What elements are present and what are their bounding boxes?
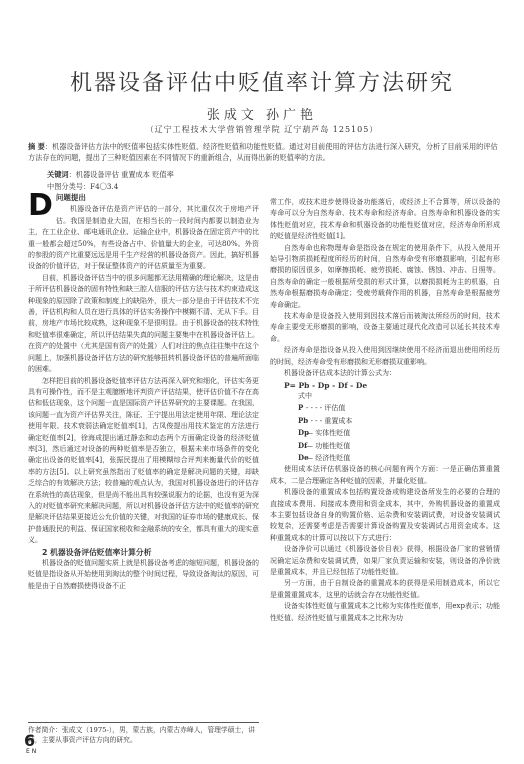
cost-formula: P= Pb - Dp - Df - De (284, 380, 368, 390)
formula-def-symbol: P (298, 403, 304, 413)
page-number: 6 (24, 731, 36, 750)
keywords-text: ：机器设备评估 重置成本 贬值率 (68, 170, 174, 179)
section1-title: 问题提出 (55, 193, 86, 202)
abstract-text: ：机器设备评估方法中的贬值率包括实体性贬值、经济性贬值和功能性贬值。通过对目前使用的评估方法进行深入研究，分析了目前采用的评估方法存在的问题，提出了三种贬值因素在不同情况下的重新组合，从而得出新的贬值率的方法。 (28, 142, 498, 162)
right-paragraph-4: 经济寿命是指设备从投入使用到因继续使用不经济而退出使用所经历的时间，经济寿命受有形磨损和无形磨损双重影响。 (270, 346, 500, 366)
formula-def-row (270, 452, 500, 464)
keywords-label: 关键词 (47, 170, 69, 179)
left-paragraph-2: 目前，机器设备评估当中的很多问题都无法用精确的理论解决，这是由于所评估机器设备的固有特性和缺三腔人信服的评估方法与技术约束造成这种现象的原因除了政策和制度上的缺陷外，很大一部分是由于评估技术不完善，评估机构和人员在进行具体的评估实务操作中模糊不清、无从下手。目前，房地产市场比较成熟，这种现象不是很明显。由于机器设备的技术特性和贬值率很难确定，所以评估结果失真的问题主要集中在机器设备评估上。在资产的处置中（尤其是国有资产的处置）人们对注的焦点往往集中在这个问题上，加强机器设备评估方法的研究能够扭转机器设备评估的普遍所面临的困难。 (28, 273, 259, 374)
section1-intro (28, 188, 259, 223)
right-paragraph-6: 使用成本法评估机器设备的核心问题有两个方面：一是正确估算重置成本，二是合理确定各种贬值的因素，并量化贬值。 (270, 465, 500, 485)
formula-def-symbol: Dp (298, 428, 309, 438)
journal-abbrev: EN (26, 748, 39, 755)
right-paragraph-5: 机器设备评估成本法的计算公式为： (284, 369, 396, 378)
formula-def-row (270, 402, 500, 414)
paper-affiliation: （辽宁工程技术大学营销管理学院 辽宁葫芦岛 125105） (145, 125, 379, 134)
formula-def-desc: — 功能性贬值 (306, 441, 351, 450)
abstract-label: 摘 要 (28, 142, 45, 151)
formula-def-row (270, 427, 500, 439)
right-paragraph-3: 技术寿命是设备投入使用到因技术落后而被淘汰所经历的时间，技术寿命主要受无形磨损的影响，设备主要通过现代化改造可以延长其技术寿命。 (270, 312, 500, 343)
right-paragraph-7: 机器设备的重置成本包括购置设备或购建设备所发生的必要的合理的直接成本费用、间接成本费用和资金成本，其中，外购机器设备的重置成本主要包括设备自身的购置价格、运杂费和安装调试费，对设备安装调试较复杂，还需要考虑是否需要计算设备购置及安装调试占用资金成本。这种重置成本的计算可以按以下方式进行： (270, 488, 500, 542)
formula-def-row (270, 440, 500, 452)
formula-def-desc: - - - - 评估值 (306, 404, 346, 413)
formula-definitions (270, 402, 500, 464)
footnote-rule (28, 722, 259, 723)
left-column (28, 188, 259, 592)
classification-number: 中图分类号：F4〇3.4 (47, 182, 119, 191)
formula-where (270, 391, 500, 402)
left-paragraph-1: 机器设备评估是资产评估的一部分，其比重仅次于房地产评估。我国是制造业大国，在相当长的一段时间内都要以制造业为主，在工业企业、邮电通讯企业、运输企业中，机器设备在固定资产中的比重一般都会超过50%，有些设备占中、价值量大的企业，可达80%。外资的参股的资产比重要远远是用千生产经营的机器设备资产。因此，搞好机器设备的价值评估，对于保证整体资产的评估质量至为重要。 (28, 205, 259, 271)
right-paragraph-2: 自然寿命也称物理寿命是指设备在规定的使用条件下，从投入使用开始导引物质损耗程度所经历的时间，自然寿命受有形磨损影响，引起有形磨损的原因很多，如摩擦损耗、疲劳损耗、腐蚀、锈蚀、冲击、日照等。自然寿命的确定一般根据所受损的形式计算，以磨损损耗为主的机器，自然寿命根据磨损寿命确定；受疲劳载荷作用的机器，自然寿命是根据疲劳寿命确定。 (270, 243, 500, 309)
section1-dropcap: D (28, 188, 53, 223)
abstract (28, 141, 498, 163)
right-paragraph-8: 设备净价可以通过《机器设备价目表》获得，根据设备厂家的营销情况确定运杂费和安装调试费，如果厂家负责运输和安装，则设备的净价就是重置成本，并且已经包括了功能性贬值。 (270, 545, 500, 576)
left-paragraph-4: 机器设备的贬值问题实质上就是机器设备考虑的缩短问题，机器设备的贬值是指设备从开始使用到淘汰的整个时间过程，导致设备淘汰的原因，可能是由于自然磨损使得设备不正 (28, 559, 259, 590)
paper-title: 机器设备评估中贬值率计算方法研究 (69, 71, 454, 96)
keywords (47, 170, 174, 180)
right-paragraph-9: 另一方面，由于自制设备的重置成本的获得是采用制造成本，所以它是重置重置成本，这里的话就会存在功能性贬值。 (270, 579, 500, 599)
section2-title: 2 机器设备评估贬值率计算分析 (42, 547, 152, 557)
paper-authors: 张成文 孙广艳 (206, 108, 318, 123)
left-paragraph-3: 怎样把目前的机器设备贬值率评估方法再深入研究和细化，评估实务更具有可操作性，而不是主观臆断地评判资产评估结果，使评估价值不存在高估和低估现象，这个问题一直是国际资产评估界研究的主要课题。在我国，该问题一直为资产评估界关注，陈征、王宁提出用法定使用年限、理论法定使用年限、技术衰弱法确定贬值率[1]，古凤俊提出用技术鉴定的方法进行确定贬值率[2]，徐海成提出通过静态和动态两个方面确定设备的经济贬值率[3]，然后通过对设备的两种贬值率是否独立，根据未来市场条件的变化确定出设备的贬值率[4]，张振民提出了用模糊综合评判来衡量代价的贬值率的方法[5]。以上研究虽然指出了贬值率的确定是解决问题的关键，却缺乏综合的有效解决方法；较普遍的观点认为，我国对机器设备进行的评估存在系统性的高估现象，但是尚不能出具有较强说服力的论据，也没有更为深入的对贬值率研究来解决问题，所以对机器设备评估方法中的贬值率的研究是解决评估结果更接近公允价值的关键，对我国的证券市场的健康成长、保护普通股民的利益、保证国家税收和金融系统的安全，都具有重大的现实意义。 (28, 376, 259, 545)
formula-def-desc: - - - - 重置成本 (306, 416, 353, 425)
right-column (270, 197, 500, 624)
where-label: 式中 (298, 391, 312, 400)
right-paragraph-1: 常工作，或技术进步使得设备功能落后，或经济上不合算等，所以设备的寿命可以分为自然寿命、技术寿命和经济寿命。自然寿命和机器设备的实体性贬值对应，技术寿命和机器设备的功能性贬值对应，经济寿命所形成的贬值是经济性贬值[1]。 (270, 198, 500, 241)
formula-def-symbol: De (298, 452, 309, 462)
formula-def-desc: — 实体性贬值 (306, 429, 351, 438)
author-footnote: 作者简介：张成文（1975-），男，蒙古族，内蒙古赤峰人，管理学硕士，讲师，主要从事资产评估方向的研究。 (28, 726, 255, 744)
formula-def-symbol: Df (298, 440, 308, 450)
formula-def-row (270, 415, 500, 427)
right-paragraph-10: 设备实体性贬值与重置成本之比称为实体性贬值率，用exp表示；功能性贬值、经济性贬值与重置成本之比称为功 (270, 602, 500, 622)
formula-def-desc: — 经济性贬值 (306, 453, 351, 462)
formula-def-symbol: Pb (298, 415, 309, 425)
